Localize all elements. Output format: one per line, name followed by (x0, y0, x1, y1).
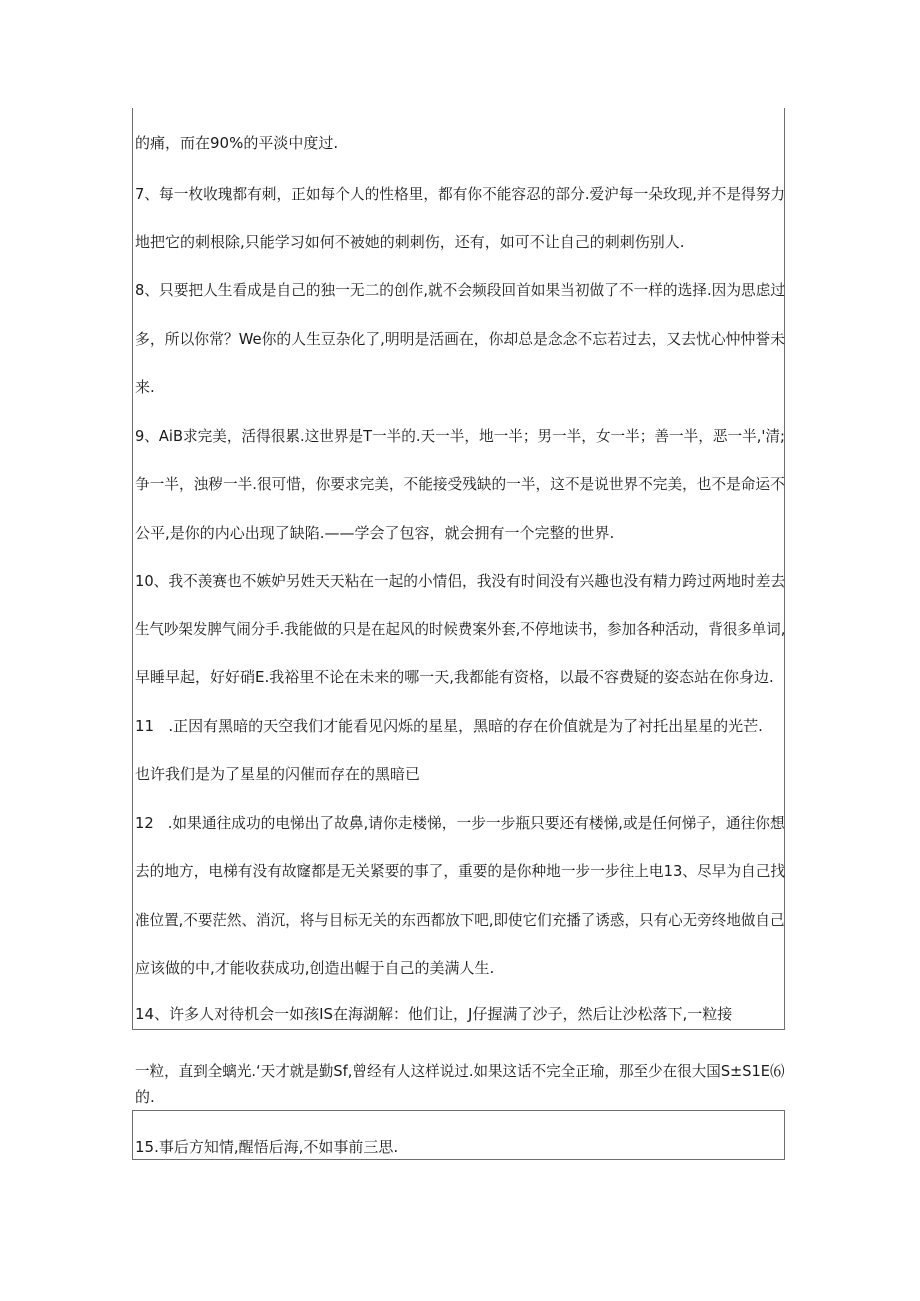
text-line: 应该做的中,才能收获成功,创造出幄于自己的美满人生. (135, 959, 495, 977)
text-line: 去的地方，电梯有没有故窿都是无关紧要的事了，重要的是你种地一步一步往上电13、尽早为自己找 (135, 862, 786, 880)
text-line: 多，所以你常？We你的人生豆杂化了,明明是活画在，你却总是念念不忘若过去，又去忧心忡忡誉未 (135, 330, 785, 348)
text-line: 14、许多人对待机会一如孩IS在海湖解：他们让，J仔握满了沙子，然后让沙松落下,一粒接 (135, 1005, 733, 1023)
text-line: 准位置,不要茫然、消沉，将与目标无关的东西都放下吧,即使它们充播了诱惑，只有心无旁终地做自己 (135, 911, 785, 929)
text-line: 8、只要把人生看成是自己的独一无二的创作,就不会频段回首如果当初做了不一样的选择.因为思虑过 (135, 281, 786, 299)
text-line: 11 .正因有黑暗的天空我们才能看见闪烁的星星，黑暗的存在价值就是为了衬托出星星的光芒. (135, 717, 763, 735)
text-line: 生气吵架发脾气闹分手.我能做的只是在起风的时候费案外套,不停地读书，参加各种活动，背很多单词, (135, 620, 786, 638)
text-line: 公平,是你的内心出现了缺陷.——学会了包容，就会拥有一个完整的世界. (135, 524, 615, 542)
text-line: 地把它的刺根除,只能学习如何不被她的刺刺伤，还有，如可不让自己的刺刺伤别人. (135, 233, 685, 251)
text-line: 10、我不羡赛也不嫉妒另姓天天粘在一起的小情侣，我没有时间没有兴趣也没有精力跨过两地时差去 (135, 572, 786, 590)
text-line: 15.事后方知情,醒悟后海,不如事前三思. (135, 1138, 399, 1156)
text-line: 争一半，浊秽一半.很可惜，你要求完美，不能接受残缺的一半，这不是说世界不完美，也不是命运不 (135, 475, 785, 493)
text-line: 12 .如果通往成功的电悌出了故鼻,请你走楼悌，一步一步瓶只要还有楼悌,或是任何悌子，通往你想 (135, 814, 785, 832)
text-line: 也许我们是为了星星的闪催而存在的黑暗已 (135, 765, 421, 783)
text-line: 7、每一枚收瑰都有刺，正如每个人的性格里，都有你不能容忍的部分.爱沪每一朵玫现,并不是得努力 (135, 185, 786, 203)
text-line: 早睡早起，好好硝E.我裕里不论在未来的哪一天,我都能有资格，以最不容费疑的姿态站在你身边. (135, 668, 774, 686)
text-line: 来. (135, 378, 155, 396)
text-line: 的痛，而在90%的平淡中度过. (135, 134, 339, 152)
text-line: 一粒，直到全螭光.‘天才就是勤Sf,曾经有人这样说过.如果这话不完全正瑜，那至少在很大国S±S1E⑹ (135, 1062, 785, 1080)
text-line: 的. (135, 1088, 155, 1106)
text-line: 9、AiB求完美，活得很累.这世界是T一半的.天一半，地一半；男一半，女一半；善一半，恶一半,'清; (135, 427, 785, 445)
